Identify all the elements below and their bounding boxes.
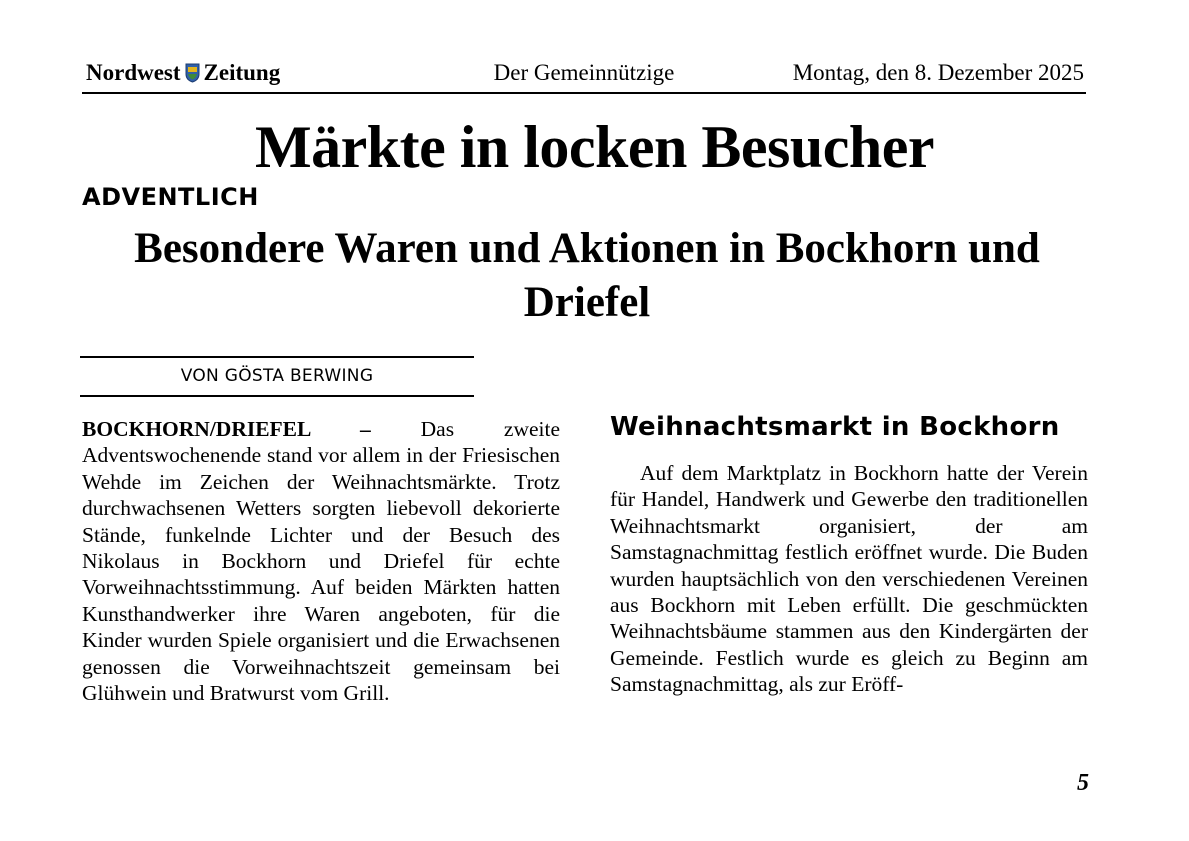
article-column-left xyxy=(82,416,560,706)
section-heading: Weihnachtsmarkt in Bockhorn xyxy=(610,412,1060,442)
body-text-left: Das zweite Adventswochenende stand vor allem in der Friesischen Wehde im Zeichen der Weihnachtsmärkte. Trotz durchwachsenen Wetters sorgten liebevoll dekorierte Stände, funkelnde Lichter und der Besuch des Nikolaus in Bockhorn und Driefel für echte Vorweihnachtsstimmung. Auf beiden Märkten hatten Kunsthandwerker ihre Waren angeboten, für die Kinder wurden Spiele organisiert und die Erwachsenen genossen die Vorweihnachtszeit gemeinsam bei Glühwein und Bratwurst vom Grill. xyxy=(82,417,561,706)
section-name: Der Gemeinnützige xyxy=(493,60,675,85)
masthead xyxy=(82,58,1086,94)
dateline-dash: – xyxy=(310,417,421,441)
brand-name-left: Nordwest xyxy=(86,60,181,85)
subheadline: Besondere Waren und Aktionen in Bockhorn und Driefel xyxy=(134,225,1040,326)
headline: Märkte in locken Besucher xyxy=(254,114,935,180)
dateline: BOCKHORN/DRIEFEL xyxy=(82,417,311,441)
byline-box xyxy=(80,356,474,397)
brand-name-right: Zeitung xyxy=(203,60,281,85)
page-number: 5 xyxy=(1077,770,1089,796)
body-text-right: Auf dem Marktplatz in Bockhorn hatte der Verein für Handel, Handwerk und Gewerbe den traditionellen Weihnachtsmarkt organisiert, der am Samstagnachmittag festlich eröffnet wurde. Die Buden wurden hauptsächlich von den verschiedenen Vereinen aus Bockhorn mit Leben erfüllt. Die geschmückten Weihnachtsbäume stammen aus den Kindergärten der Gemeinde. Festlich wurde es gleich zu Beginn am Samstagnachmittag, als zur Eröff- xyxy=(610,461,1088,697)
article-column-right xyxy=(610,460,1088,698)
byline: VON GÖSTA BERWING xyxy=(180,366,374,386)
issue-date: Montag, den 8. Dezember 2025 xyxy=(792,60,1084,85)
kicker: ADVENTLICH xyxy=(82,183,259,211)
